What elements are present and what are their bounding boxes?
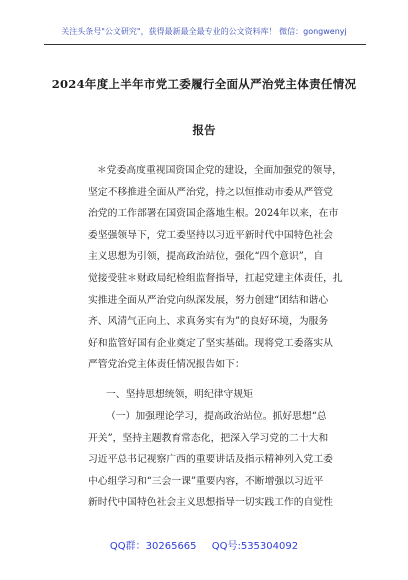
footer-qq-number: QQ号:535304092 <box>211 541 299 552</box>
header-divider <box>44 44 366 45</box>
document-subtitle: 报告 <box>192 123 216 137</box>
footer-contact <box>0 537 408 552</box>
body-line: 委坚强领导下，党工委坚持以习近平新时代中国特色社会 <box>88 229 333 241</box>
body-line: 觉接受驻＊财政局纪检组监督指导，扛起党建主体责任，扎 <box>88 272 343 284</box>
body-line: 坚定不移推进全面从严治党，持之以恒推动市委从严管党 <box>88 186 333 198</box>
body-line: 新时代中国特色社会主义思想指导一切实践工作的自觉性 <box>88 497 333 509</box>
document-title: 2024年度上半年市党工委履行全面从严治党主体责任情况 <box>51 77 357 91</box>
section-paragraph <box>88 406 334 514</box>
body-line: 齐、风清气正向上、求真务实有为”的良好环境，为服务 <box>88 316 329 328</box>
body-line: 实推进全面从严治党向纵深发展，努力创建“团结和谐心 <box>88 294 329 306</box>
body-line: 开关”，坚持主题教育常态化，把深入学习党的二十大和 <box>88 432 329 444</box>
intro-paragraph <box>88 160 343 376</box>
header-notice: 关注头条号"公文研究"，获得最新最全最专业的公文资料库！ 微信：gongwenyj <box>61 27 347 36</box>
body-line: （一）加强理论学习，提高政治站位。抓好思想“总 <box>106 411 327 422</box>
body-line: 中心组学习和“三会一课”重要内容，不断增强以习近平 <box>88 475 324 487</box>
section-heading-block <box>88 384 334 406</box>
body-line: 好和监管好国有企业奠定了坚实基础。现将党工委落实从 <box>88 337 333 349</box>
body-line: 严管党治党主体责任情况报告如下： <box>88 359 245 371</box>
body-line: 治党的工作部署在国资国企落地生根。2024年以来，在市 <box>88 208 339 220</box>
footer-qq-group: QQ群：30265665 <box>109 541 197 552</box>
body-line: 主义思想为引领，提高政治站位，强化“四个意识”，自 <box>88 251 324 263</box>
body-line: 习近平总书记视察广西的重要讲话及指示精神列入党工委 <box>88 454 333 466</box>
body-line: ＊党委高度重视国资国企党的建设，全面加强党的领导， <box>97 165 342 176</box>
section-heading: 一、坚持思想统领，明纪律守规矩 <box>106 389 253 400</box>
